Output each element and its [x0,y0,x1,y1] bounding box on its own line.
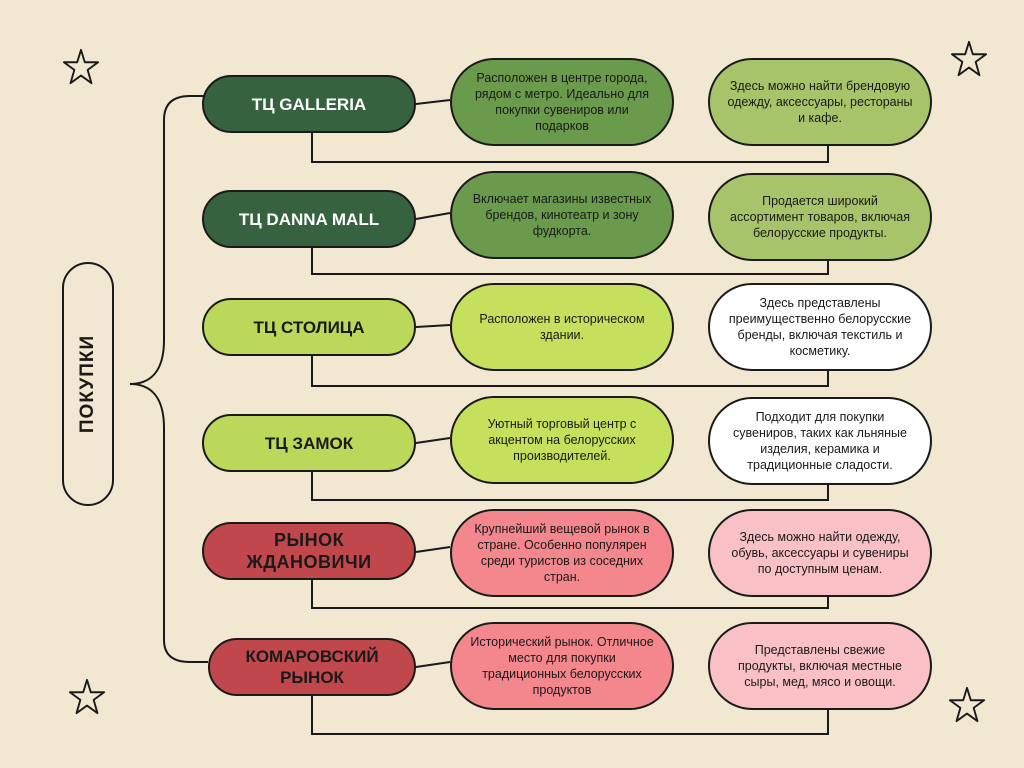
title-zamok: ТЦ ЗАМОК [202,414,416,472]
title-danna-mall: ТЦ DANNA MALL [202,190,416,248]
desc-galleria-offer: Здесь можно найти брендовую одежду, аксессуары, рестораны и кафе. [708,58,932,146]
desc-danna-mall-location: Включает магазины известных брендов, кинотеатр и зону фудкорта. [450,171,674,259]
title-stolitsa: ТЦ СТОЛИЦА [202,298,416,356]
desc-stolitsa-location: Расположен в историческом здании. [450,283,674,371]
title-zhdanovichi: РЫНОК ЖДАНОВИЧИ [202,522,416,580]
desc-danna-mall-offer: Продается широкий ассортимент товаров, включая белорусские продукты. [708,173,932,261]
root-label: ПОКУПКИ [77,334,99,434]
desc-komarovsky-offer: Представлены свежие продукты, включая местные сыры, мед, мясо и овощи. [708,622,932,710]
star-icon [62,48,100,86]
root-node [62,262,114,506]
desc-zhdanovichi-offer: Здесь можно найти одежду, обувь, аксессуары и сувениры по доступным ценам. [708,509,932,597]
star-icon [68,678,106,716]
desc-zamok-location: Уютный торговый центр с акцентом на белорусских производителей. [450,396,674,484]
star-icon [948,686,986,724]
star-icon [950,40,988,78]
desc-komarovsky-location: Исторический рынок. Отличное место для покупки традиционных белорусских продуктов [450,622,674,710]
desc-galleria-location: Расположен в центре города, рядом с метро. Идеально для покупки сувениров или подарков [450,58,674,146]
desc-stolitsa-offer: Здесь представлены преимущественно белорусские бренды, включая текстиль и косметику. [708,283,932,371]
desc-zhdanovichi-location: Крупнейший вещевой рынок в стране. Особенно популярен среди туристов из соседних стран. [450,509,674,597]
title-galleria: ТЦ GALLERIA [202,75,416,133]
title-komarovsky: КОМАРОВСКИЙ РЫНОК [208,638,416,696]
desc-zamok-offer: Подходит для покупки сувениров, таких как льняные изделия, керамика и традиционные сладости. [708,397,932,485]
